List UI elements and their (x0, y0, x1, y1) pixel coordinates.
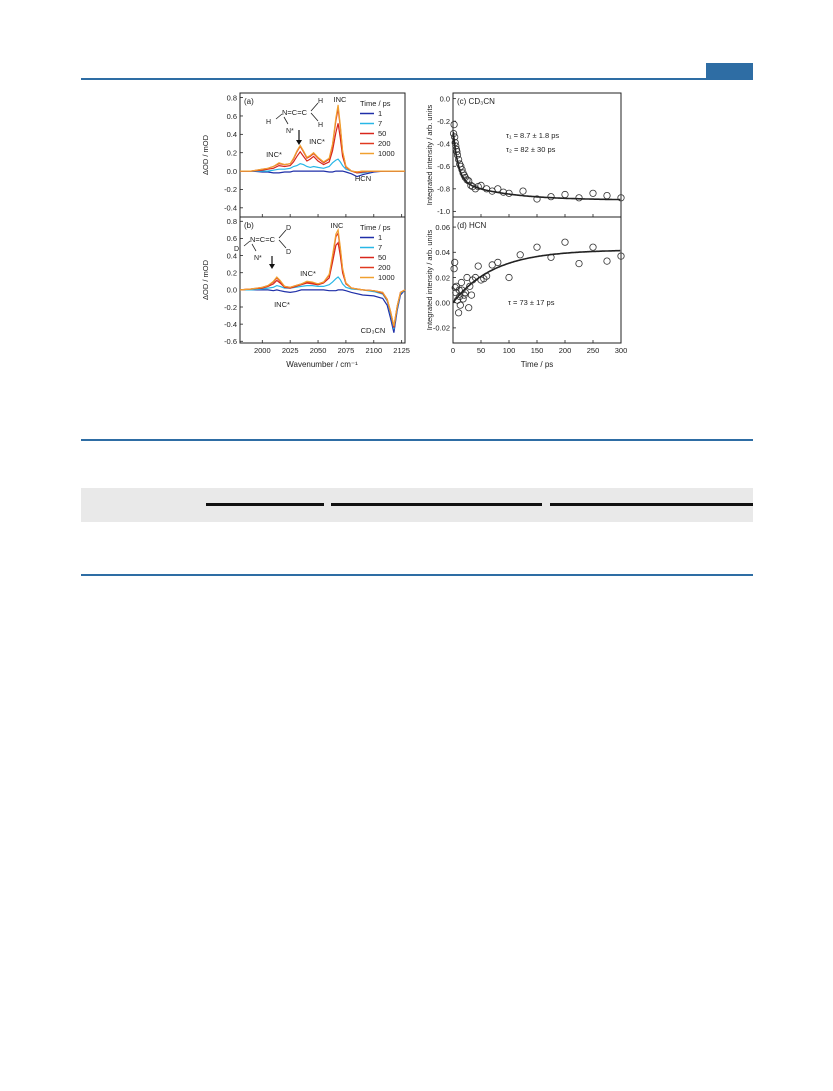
x-axis-tick-label: 2000 (253, 346, 271, 355)
y-axis-tick-label: -0.4 (224, 319, 237, 329)
y-axis-tick-label: 0.0 (226, 166, 237, 176)
table-column-rule (331, 503, 542, 506)
legend-title: Time / ps (360, 99, 391, 108)
legend-label: 1000 (378, 149, 395, 158)
x-axis-tick-label: 150 (530, 346, 544, 355)
data-point (604, 192, 610, 198)
data-point (517, 252, 523, 258)
y-axis-tick-label: 0.8 (226, 93, 237, 103)
data-point (506, 274, 512, 280)
x-axis-tick-label: 200 (558, 346, 572, 355)
x-axis-tick-label: 2100 (365, 346, 383, 355)
molecule-atom: N* (286, 128, 294, 135)
data-point (475, 263, 481, 269)
x-axis-tick-label: 250 (586, 346, 600, 355)
y-axis-tick-label: -0.02 (432, 323, 450, 333)
legend-label: 50 (378, 129, 387, 138)
x-axis-tick-label: 300 (614, 346, 628, 355)
y-axis-label: ΔOD / mOD (201, 259, 210, 301)
molecule-atom: D (234, 246, 240, 253)
data-point (468, 292, 474, 298)
molecule-atom: H (266, 119, 272, 126)
data-point (451, 121, 457, 127)
molecule-bond (279, 230, 286, 238)
data-point (590, 190, 596, 196)
section-rule-bottom (81, 574, 753, 576)
table-column-rule (550, 503, 753, 506)
annotation-label: INC (330, 221, 344, 230)
arrow-head (296, 140, 302, 145)
y-axis-tick-label: -0.2 (437, 116, 450, 126)
x-axis-label: Wavenumber / cm⁻¹ (286, 360, 358, 369)
data-point (548, 194, 554, 200)
y-axis-tick-label: 0.6 (226, 234, 237, 244)
data-point (457, 302, 463, 308)
y-axis-tick-label: -0.2 (224, 185, 237, 195)
x-axis-tick-label: 2075 (337, 346, 355, 355)
y-axis-tick-label: -0.6 (437, 162, 450, 172)
y-axis-tick-label: 0.2 (226, 268, 237, 278)
figure (196, 85, 631, 375)
fit-parameter: τ = 73 ± 17 ps (508, 298, 555, 307)
data-point (590, 244, 596, 250)
molecule-atom: H (318, 122, 324, 129)
data-point (562, 191, 568, 197)
x-axis-label: Time / ps (520, 360, 554, 369)
y-axis-tick-label: 0.0 (226, 285, 237, 295)
y-axis-tick-label: 0.04 (435, 248, 450, 258)
series-line-7 (240, 277, 405, 329)
legend-label: 7 (378, 243, 383, 252)
x-axis-tick-label: 50 (476, 346, 486, 355)
y-axis-tick-label: -0.6 (224, 337, 237, 347)
panel-label: (b) (244, 221, 254, 230)
molecule-atom: N=C=C (282, 108, 308, 117)
panel-label: (a) (244, 97, 254, 106)
y-axis-label: Integrated intensity / arb. units (425, 104, 434, 206)
y-axis-tick-label: -0.4 (224, 203, 237, 213)
annotation-label: INC* (274, 300, 290, 309)
annotation-label: CD₃CN (360, 326, 386, 335)
panel-label: (d) HCN (457, 221, 487, 230)
arrow-head (269, 264, 275, 269)
x-axis-tick-label: 100 (502, 346, 516, 355)
data-point (466, 305, 472, 311)
y-axis-tick-label: 0.4 (226, 130, 237, 140)
x-axis-tick-label: 0 (450, 346, 456, 355)
x-axis-tick-label: 2125 (393, 346, 410, 355)
legend-label: 200 (378, 139, 391, 148)
x-axis-tick-label: 2050 (309, 346, 327, 355)
x-axis-tick-label: 2025 (281, 346, 299, 355)
y-axis-tick-label: -1.0 (437, 207, 450, 217)
y-axis-tick-label: 0.6 (226, 111, 237, 121)
y-axis-tick-label: 0.4 (226, 251, 237, 261)
legend-label: 1 (378, 233, 383, 242)
data-point (520, 188, 526, 194)
panel-label: (c) CD₃CN (457, 97, 495, 106)
series-line-1 (240, 171, 405, 177)
table-column-rule (206, 503, 324, 506)
y-axis-tick-label: -0.2 (224, 302, 237, 312)
legend-label: 50 (378, 253, 387, 262)
annotation-label: INC* (309, 137, 325, 146)
data-point (455, 310, 461, 316)
y-axis-label: ΔOD / mOD (201, 134, 210, 176)
molecule-bond (279, 240, 286, 248)
molecule-atom: N* (254, 255, 262, 262)
molecule-bond (252, 244, 256, 251)
section-rule-top (81, 439, 753, 441)
y-axis-tick-label: 0.8 (226, 217, 237, 227)
molecule-atom: H (318, 98, 324, 105)
data-point (452, 259, 458, 265)
data-point (534, 244, 540, 250)
data-point (576, 195, 582, 201)
annotation-label: INC* (266, 150, 282, 159)
molecule-atom: D (286, 249, 292, 256)
data-point (451, 266, 457, 272)
annotation-label: HCN (354, 174, 372, 183)
y-axis-tick-label: 0.2 (226, 148, 237, 158)
header-rule (81, 78, 753, 80)
legend-label: 200 (378, 263, 391, 272)
data-point (604, 258, 610, 264)
y-axis-tick-label: -0.4 (437, 139, 450, 149)
molecule-bond (284, 117, 288, 124)
data-point (576, 260, 582, 266)
y-axis-tick-label: 0.0 (439, 94, 450, 104)
y-axis-tick-label: 0.06 (435, 222, 450, 232)
legend-label: 7 (378, 119, 383, 128)
page-number-tab (706, 63, 753, 78)
molecule-atom: N=C=C (250, 235, 276, 244)
y-axis-tick-label: -0.8 (437, 184, 450, 194)
y-axis-label: Integrated intensity / arb. units (425, 229, 434, 331)
molecule-atom: D (286, 225, 292, 232)
data-point (458, 279, 464, 285)
data-point (562, 239, 568, 245)
molecule-bond (311, 103, 318, 111)
fit-parameter: τ₁ = 8.7 ± 1.8 ps (506, 131, 560, 140)
y-axis-tick-label: 0.02 (435, 273, 450, 283)
data-point (495, 259, 501, 265)
molecule-bond (311, 113, 318, 121)
annotation-label: INC (333, 95, 347, 104)
y-axis-tick-label: 0.00 (435, 298, 450, 308)
panel-frame (453, 217, 621, 343)
legend-title: Time / ps (360, 223, 391, 232)
fit-parameter: τ₂ = 82 ± 30 ps (506, 145, 556, 154)
legend-label: 1000 (378, 273, 395, 282)
legend-label: 1 (378, 109, 383, 118)
annotation-label: INC* (300, 269, 316, 278)
